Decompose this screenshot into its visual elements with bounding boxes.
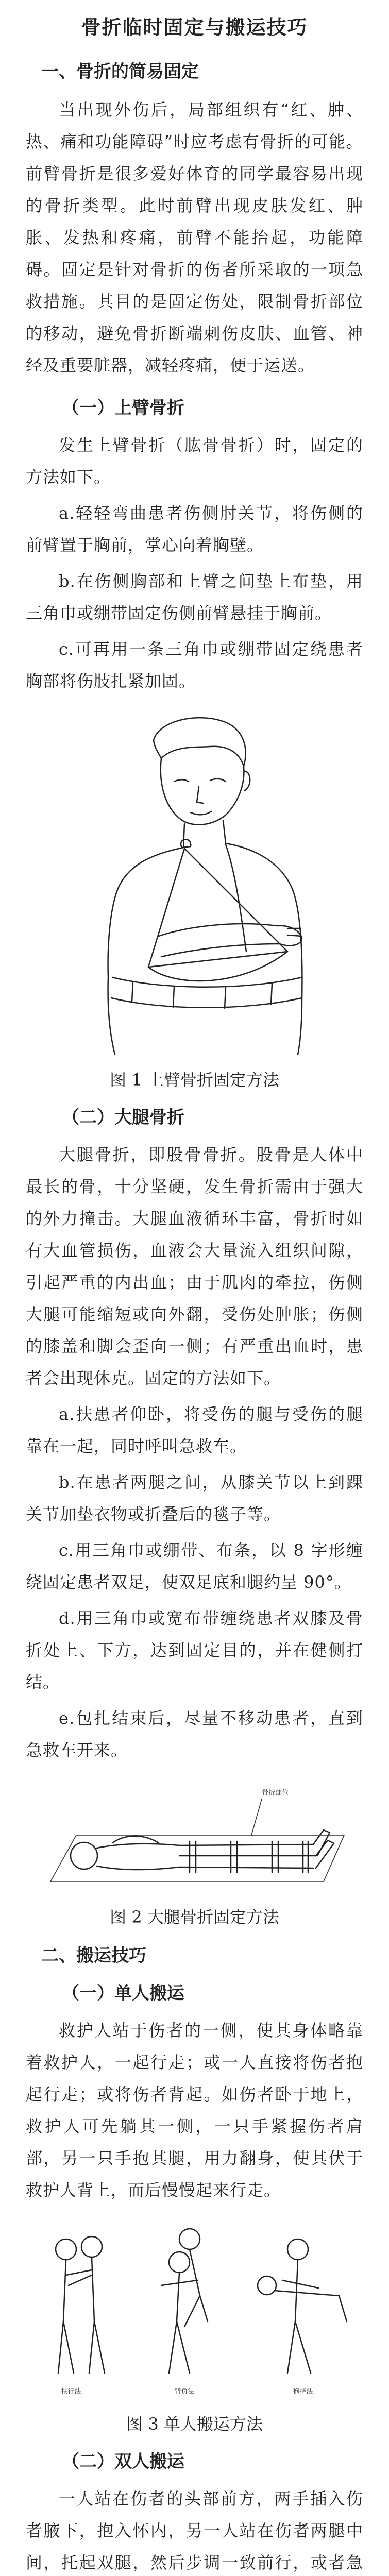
figure-caption: 图 3 单人搬运方法 — [126, 2414, 263, 2434]
paragraph: d.用三角巾或宽布带缠绕患者双膝及骨折处上、下方，达到固定目的，并在健侧打结。 — [26, 1608, 363, 1692]
paragraph: 救护人站于伤者的一侧，使其身体略靠着救护人，一起行走；或一人直接将伤者抱起行走；或将伤者背起。如伤者卧于地上，救护人可先躺其一侧，一只手紧握伤者肩部，另一只手抱其腿，用力翻身，使其伏于救护人背上，而后慢慢起来行走。 — [26, 2021, 363, 2200]
figure-upper-arm-sling — [71, 709, 318, 1060]
paragraph: c.用三角巾或绷带、布条，以 8 字形缠绕固定患者双足，使双足底和腿约呈 90°。 — [26, 1540, 363, 1592]
section-heading-fixation: 一、骨折的简易固定 — [41, 61, 199, 82]
figure-thigh-fixation — [35, 1778, 354, 1897]
paragraph: 大腿骨折，即股骨骨折。股骨是人体中最长的骨，十分坚硬，发生骨折需由于强大的外力撞击。大腿血液循环丰富，骨折时如有大血管损伤，血液会大量流入组织间隙，引起严重的内出血；由于肌肉的牵拉，伤侧大腿可能缩短或向外翻，受伤处肿胀；伤侧的膝盖和脚会歪向一侧；有严重出血时，患者会出现休克。固定的方法如下。 — [26, 1145, 363, 1388]
section-heading-transport: 二、搬运技巧 — [41, 1945, 146, 1966]
figure-label-fracture-site: 骨折部位 — [261, 1789, 289, 1797]
figure-label-support-walk: 扶行法 — [60, 2388, 81, 2396]
paragraph: 发生上臂骨折（肱骨骨折）时，固定的方法如下。 — [26, 435, 363, 487]
paragraph: a.轻轻弯曲患者伤侧肘关节，将伤侧的前臂置于胸前，掌心向着胸壁。 — [26, 503, 363, 555]
subsection-heading-two-person: （二）双人搬运 — [62, 2451, 184, 2472]
paragraph: b.在患者两腿之间，从膝关节以上到踝关节加垫衣物或折叠后的毯子等。 — [26, 1472, 363, 1524]
paragraph: b.在伤侧胸部和上臂之间垫上布垫，用三角巾或绷带固定伤侧前臂悬挂于胸前。 — [26, 571, 363, 623]
figure-label-arm-carry: 抱持法 — [292, 2388, 313, 2396]
figure-label-back-carry: 背负法 — [174, 2388, 195, 2396]
paragraph-intro: 当出现外伤后，局部组织有“红、肿、热、痛和功能障碍”时应考虑有骨折的可能。前臂骨折是很多爱好体育的同学最容易出现的骨折类型。此时前臂出现皮肤发红、肿胀、发热和疼痛，前臂不能抬起，功能障碍。固定是针对骨折的伤者所采取的一项急救措施。其目的是固定伤处，限制骨折部位的移动，避免骨折断端刺伤皮肤、血管、神经及重要脏器，减轻疼痛，便于运送。 — [26, 100, 363, 375]
subsection-heading-thigh: （二）大腿骨折 — [62, 1107, 184, 1128]
figure-caption: 图 2 大腿骨折固定方法 — [110, 1907, 279, 1927]
figure-single-person-carry — [30, 2218, 360, 2404]
paragraph: e.包扎结束后，尽量不移动患者，直到急救车开来。 — [26, 1708, 363, 1760]
paragraph: a.扶患者仰卧，将受伤的腿与受伤的腿靠在一起，同时呼叫急救车。 — [26, 1404, 363, 1456]
figure-caption: 图 1 上臂骨折固定方法 — [110, 1070, 279, 1090]
subsection-heading-single-person: （一）单人搬运 — [62, 1983, 184, 2004]
subsection-heading-upper-arm: （一）上臂骨折 — [62, 398, 184, 418]
article-title: 骨折临时固定与搬运技巧 — [81, 15, 308, 39]
paragraph: 一人站在伤者的头部前方，两手插入伤者腋下，抱入怀内，另一人站在伤者两腿中间，托起双腿，然后步调一致前行，或者急 — [26, 2489, 363, 2572]
paragraph: c.可再用一条三角巾或绷带固定绕患者胸部将伤肢扎紧加固。 — [26, 639, 363, 691]
